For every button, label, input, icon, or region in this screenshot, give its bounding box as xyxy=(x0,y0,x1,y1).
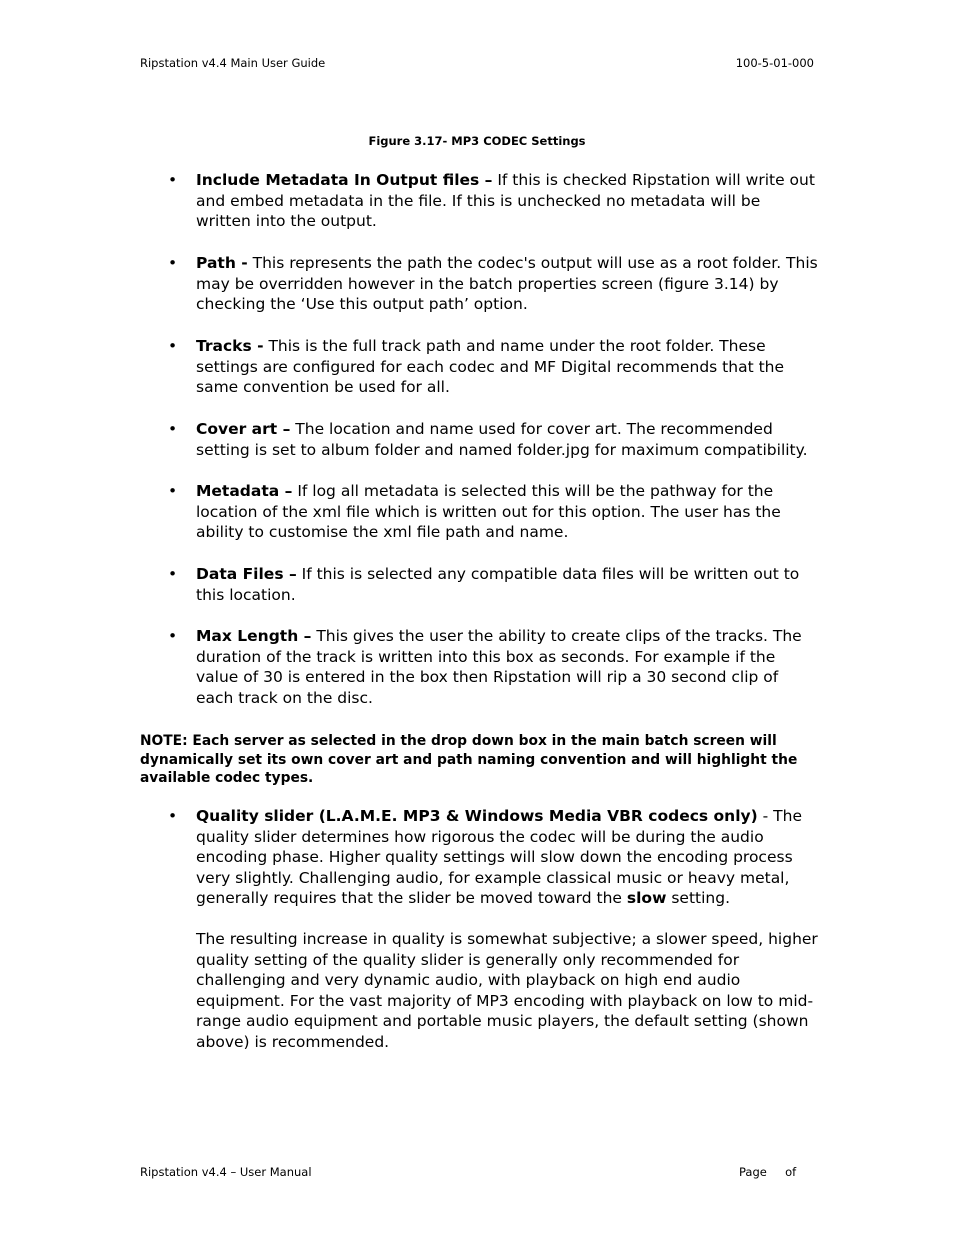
header-title: Ripstation v4.4 Main User Guide xyxy=(140,56,326,70)
bullet-text: If log all metadata is selected this will be the pathway for the location of the xml file which is written out for this option. The user has the ability to customise the xml file path and name. xyxy=(196,482,781,542)
bullet-tracks xyxy=(196,336,820,398)
bullet-cover-art xyxy=(196,419,820,460)
page-label: Page xyxy=(739,1165,767,1179)
footer-page xyxy=(739,1165,796,1179)
bullet-text: If this is checked Ripstation will write out and embed metadata in the file. If this is unchecked no metadata will be written into the output. xyxy=(196,171,815,231)
bullet-text: This represents the path the codec's output will use as a root folder. This may be overridden however in the batch properties screen (figure 3.14) by checking the ‘Use this output path’ option. xyxy=(196,254,818,314)
bullet-text-end: setting. xyxy=(666,889,730,908)
bullet-term: Quality slider (L.A.M.E. MP3 & Windows Media VBR codecs only) xyxy=(196,807,758,825)
bullet-term: Include Metadata In Output files – xyxy=(196,171,493,189)
bullet-term: Path - xyxy=(196,254,248,272)
of-label: of xyxy=(785,1165,797,1179)
bullet-text: This is the full track path and name under the root folder. These settings are configured for each codec and MF Digital recommends that the same convention be used for all. xyxy=(196,337,785,397)
bullet-term: Tracks - xyxy=(196,337,264,355)
bullet-term: Cover art – xyxy=(196,420,291,438)
figure-caption: Figure 3.17- MP3 CODEC Settings xyxy=(368,134,586,148)
bullet-term: Data Files – xyxy=(196,565,297,583)
footer-title: Ripstation v4.4 – User Manual xyxy=(140,1165,312,1179)
bullet-text: The location and name used for cover art. The recommended setting is set to album folder and named folder.jpg for maximum compatibility. xyxy=(196,420,808,459)
quality-paragraph: The resulting increase in quality is somewhat subjective; a slower speed, higher quality setting of the quality slider is generally only recommended for challenging and very dynamic audio, with playback on high end audio equipment. For the vast majority of MP3 encoding with playback on low to mid-range audio equipment and portable music players, the default setting (shown above) is recommended. xyxy=(196,930,818,1051)
bullet-text: This gives the user the ability to create clips of the tracks. The duration of the track is written into this box as seconds. For example if the value of 30 is entered in the box then Ripstation will rip a 30 second clip of each track on the disc. xyxy=(196,627,802,707)
header-doc-number: 100-5-01-000 xyxy=(735,56,814,70)
bullet-text: If this is selected any compatible data files will be written out to this location. xyxy=(196,565,800,604)
bullet-metadata xyxy=(196,481,820,543)
bullet-text: - The quality slider determines how rigorous the codec will be during the audio encoding phase. Higher quality settings will slow down the encoding process very slightly. Challenging audio, for example classical music or heavy metal, generally requires that the slider be moved toward the xyxy=(196,807,802,908)
bullet-path xyxy=(196,253,820,315)
bullet-term: Max Length – xyxy=(196,627,312,645)
note-text: NOTE: Each server as selected in the drop down box in the main batch screen will dynamically set its own cover art and path naming convention and will highlight the available codec types. xyxy=(140,733,798,786)
bullet-include-metadata xyxy=(196,170,820,232)
bullet-data-files xyxy=(196,564,820,605)
bullet-max-length xyxy=(196,626,820,708)
bullet-quality-slider xyxy=(196,806,820,909)
bullet-emphasis: slow xyxy=(626,889,667,908)
bullet-term: Metadata – xyxy=(196,482,293,500)
